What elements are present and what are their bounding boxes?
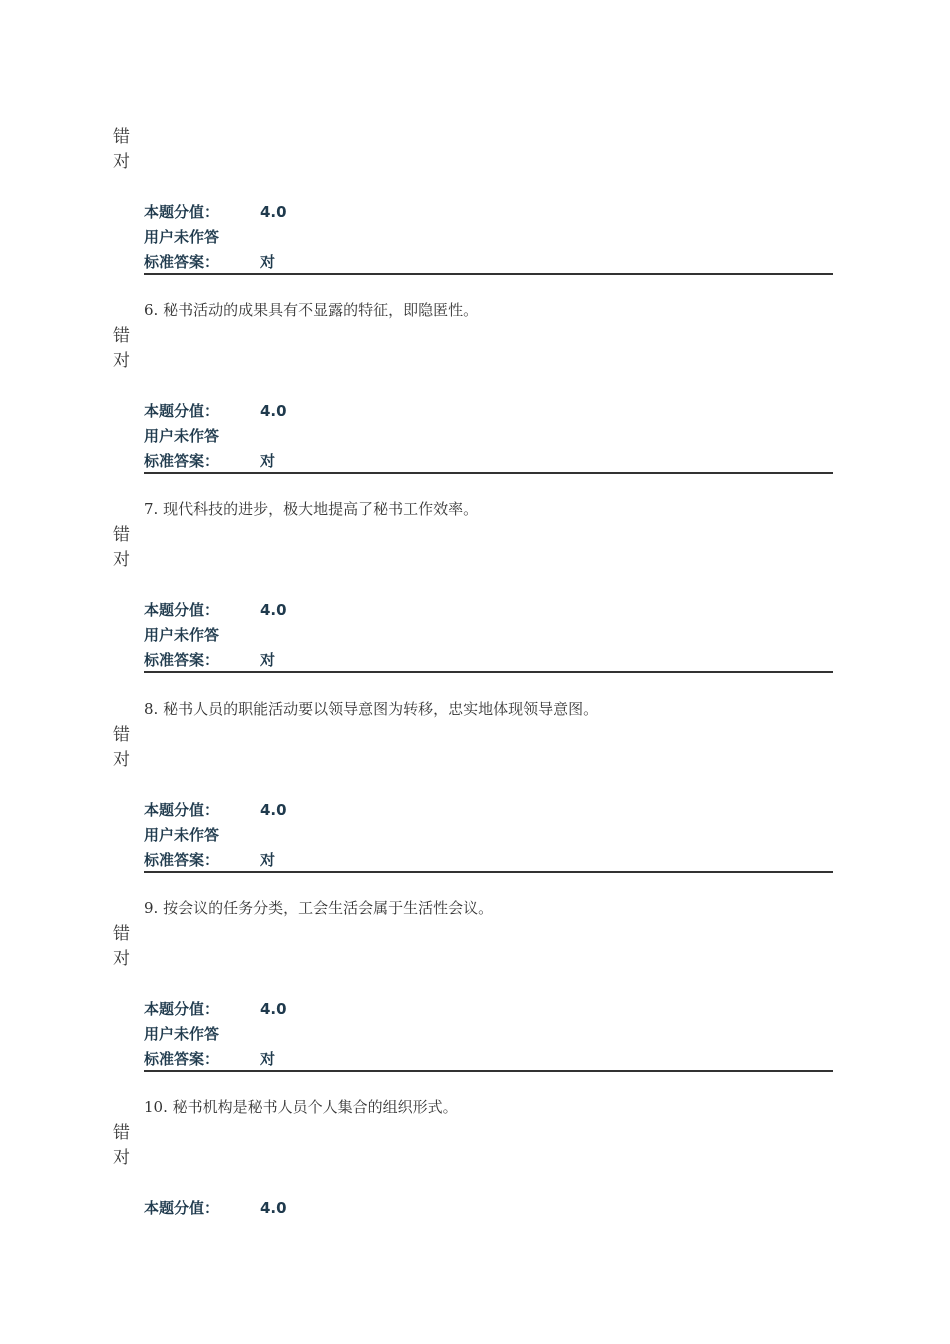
- score-value: 4.0: [260, 203, 287, 221]
- score-value: 4.0: [260, 402, 287, 421]
- question-text: 10. 秘书机构是秘书人员个人集合的组织形式。: [144, 1098, 458, 1116]
- option-right[interactable]: 对: [113, 749, 130, 770]
- divider: [144, 273, 833, 275]
- answer-row: [144, 1049, 275, 1069]
- answer-label: 标准答案：: [144, 651, 220, 670]
- score-row: [144, 999, 287, 1019]
- option-right[interactable]: 对: [113, 550, 130, 571]
- score-value: 4.0: [260, 800, 287, 819]
- option-wrong[interactable]: 错: [113, 923, 130, 944]
- option-right[interactable]: 对: [113, 152, 130, 172]
- divider: [144, 671, 833, 673]
- option-wrong[interactable]: 错: [113, 724, 130, 745]
- question-text: 7. 现代科技的进步，极大地提高了秘书工作效率。: [144, 500, 479, 519]
- score-row: [144, 1198, 287, 1218]
- answer-row: [144, 650, 275, 670]
- unanswered-label: 用户未作答: [144, 228, 220, 246]
- option-right[interactable]: 对: [113, 1148, 130, 1168]
- answer-row: [144, 850, 275, 870]
- option-wrong[interactable]: 错: [113, 525, 130, 546]
- option-right[interactable]: 对: [113, 351, 130, 372]
- score-value: 4.0: [260, 601, 287, 620]
- score-row: [144, 800, 287, 820]
- option-wrong[interactable]: 错: [113, 326, 130, 347]
- answer-value: 对: [260, 1049, 276, 1068]
- score-label: 本题分值：: [144, 999, 220, 1018]
- answer-row: [144, 252, 275, 272]
- divider: [144, 472, 833, 474]
- answer-row: [144, 451, 275, 471]
- answer-label: 标准答案：: [144, 1049, 220, 1068]
- answer-label: 标准答案：: [144, 253, 220, 271]
- unanswered-label: 用户未作答: [144, 825, 220, 844]
- answer-value: 对: [260, 850, 276, 869]
- unanswered-label: 用户未作答: [144, 626, 220, 645]
- option-wrong[interactable]: 错: [113, 1123, 130, 1143]
- question-text: 6. 秘书活动的成果具有不显露的特征，即隐匿性。: [144, 301, 479, 320]
- score-row: [144, 202, 287, 222]
- score-label: 本题分值：: [144, 1199, 220, 1217]
- score-row: [144, 600, 287, 620]
- score-label: 本题分值：: [144, 601, 220, 620]
- unanswered-label: 用户未作答: [144, 1024, 220, 1043]
- answer-value: 对: [260, 651, 276, 670]
- question-text: 8. 秘书人员的职能活动要以领导意图为转移，忠实地体现领导意图。: [144, 699, 599, 718]
- option-right[interactable]: 对: [113, 948, 130, 969]
- score-label: 本题分值：: [144, 800, 220, 819]
- divider: [144, 1070, 833, 1072]
- score-row: [144, 401, 287, 421]
- option-wrong[interactable]: 错: [113, 127, 130, 147]
- divider: [144, 871, 833, 873]
- score-value: 4.0: [260, 999, 287, 1018]
- unanswered-label: 用户未作答: [144, 427, 220, 446]
- answer-value: 对: [260, 452, 276, 471]
- answer-value: 对: [260, 253, 276, 271]
- answer-label: 标准答案：: [144, 452, 220, 471]
- answer-label: 标准答案：: [144, 850, 220, 869]
- question-text: 9. 按会议的任务分类，工会生活会属于生活性会议。: [144, 898, 494, 917]
- score-value: 4.0: [260, 1199, 287, 1217]
- score-label: 本题分值：: [144, 203, 220, 221]
- score-label: 本题分值：: [144, 402, 220, 421]
